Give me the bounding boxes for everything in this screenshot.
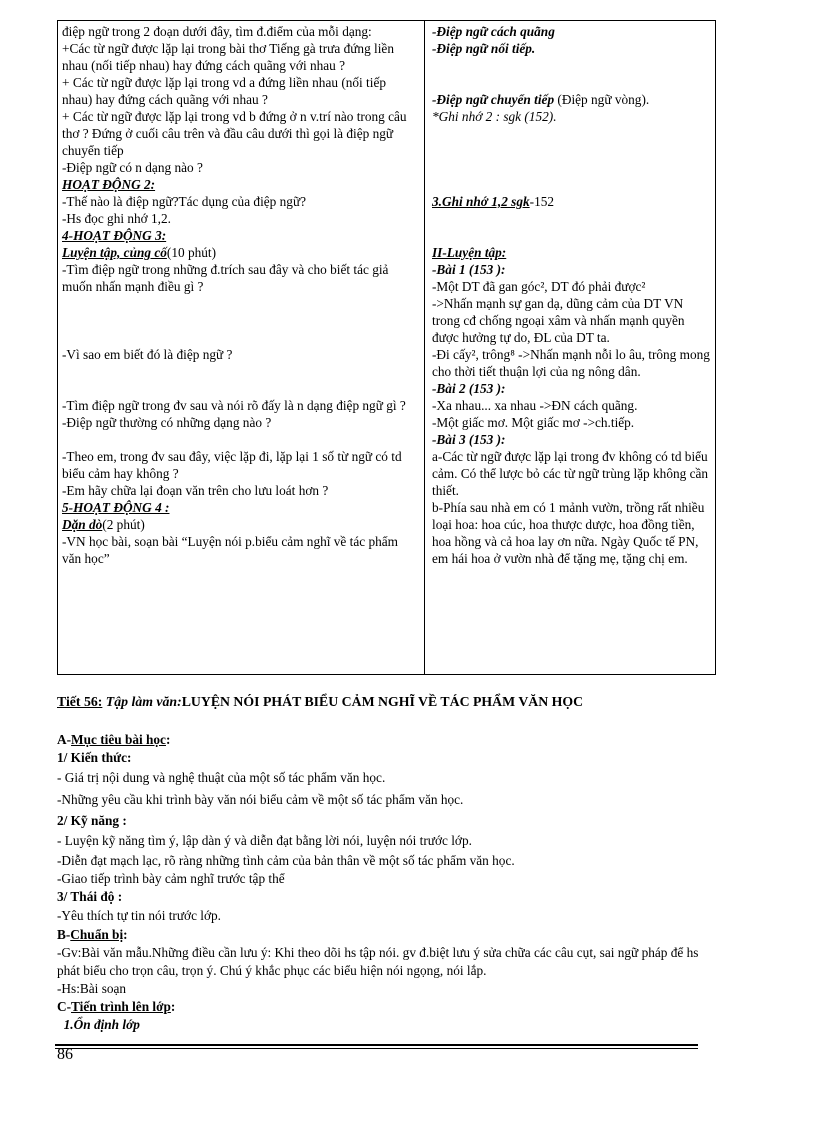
text-line: -Hs:Bài soạn [57,981,127,996]
text-line: -VN học bài, soạn bài “Luyện nói p.biểu cảm nghĩ về tác phẩm văn học” [62,534,399,566]
activity-heading: HOẠT ĐỘNG 2: [62,177,156,192]
exercise-heading: -Bài 2 (153 ): [432,381,506,396]
text-line: -Em hãy chữa lại đoạn văn trên cho lưu loát hơn ? [62,483,329,498]
text-line: ->Nhấn mạnh sự gan dạ, dũng cảm của DT VN trong cđ chống ngoại xâm và nhấn mạnh quyền được hưởng tự do, ĐL của DT ta. [432,296,685,345]
text-line: -Vì sao em biết đó là điệp ngữ ? [62,347,233,362]
footer-rule [55,1044,698,1046]
text-line: -Giao tiếp trình bày cảm nghĩ trước tập thể [57,871,285,886]
text-line [432,91,710,108]
text-line: *Ghi nhớ 2 : sgk (152). [432,109,557,124]
subheading: 3/ Thái độ : [57,889,123,904]
text-line: -Xa nhau... xa nhau ->ĐN cách quãng. [432,398,638,413]
text-line: -Thế nào là điệp ngữ?Tác dụng của điệp ngữ? [62,194,307,209]
text-line: -Điệp ngữ cách quãng [432,24,555,39]
right-column [432,23,710,567]
subheading: Luyện tập, củng cố [62,245,167,260]
heading-suffix: : [165,732,171,747]
text-line: -Điệp ngữ thường có những dạng nào ? [62,415,272,430]
text-line: -Gv:Bài văn mẫu.Những điều cần lưu ý: Khi theo dõi hs tập nói. gv đ.biệt lưu ý sửa chữa các câu cụt, sai ngữ pháp để hs phát biểu cho trọn câu, trọn ý. Chú ý khắc phục các biểu hiện nói ngọng, nói lắp. [57,945,699,978]
section-heading [57,926,707,944]
text-line: + Các từ ngữ được lặp lại trong vd a đứng liền nhau (nối tiếp nhau) hay đứng cách quãng với nhau ? [62,75,387,107]
lesson-label: Tiết 56: [57,694,103,709]
text-line: -Hs đọc ghi nhớ 1,2. [62,211,171,226]
text-line: điệp ngữ trong 2 đoạn dưới đây, tìm đ.điểm của mỗi dạng: [62,24,372,39]
heading-prefix: C- [57,999,72,1014]
subheading: 1/ Kiến thức: [57,750,132,765]
subheading: Dặn dò [62,517,103,532]
heading-prefix: B- [57,927,71,942]
text-line: -Những yêu cầu khi trình bày văn nói biểu cảm về một số tác phẩm văn học. [57,792,464,807]
term: -Điệp ngữ chuyển tiếp [432,92,555,107]
section-heading [57,998,707,1016]
text-line: -Theo em, trong đv sau đây, việc lặp đi, lặp lại 1 số từ ngữ có td biểu cảm hay không ? [62,449,402,481]
text-line [62,244,419,261]
duration: (10 phút) [166,245,217,260]
heading-suffix: : [123,927,128,942]
text-line: -Đi cấy², trông⁸ ->Nhấn mạnh nỗi lo âu, trông mong cho thời tiết thuận lợi của ng nông dân. [432,347,710,379]
lesson-title [57,694,583,710]
lesson-subject: Tập làm văn: [102,694,182,709]
text-line [62,516,419,533]
heading-suffix: : [170,999,176,1014]
text-line: - Giá trị nội dung và nghệ thuật của một số tác phẩm văn học. [57,770,386,785]
text-line: + Các từ ngữ được lặp lại trong vd b đứng ở n v.trí nào trong câu thơ ? Đứng ở cuối câu trên và đầu câu dưới thì gọi là điệp ngữ chuyển tiếp [62,109,407,158]
text-line: +Các từ ngữ được lặp lại trong bài thơ Tiếng gà trưa đứng liền nhau (nối tiếp nhau) hay đứng cách quãng với nhau ? [62,41,394,73]
text-line: - Luyện kỹ năng tìm ý, lập dàn ý và diễn đạt bằng lời nói, luyện nói trước lớp. [57,833,472,848]
activity-heading: 5-HOẠT ĐỘNG 4 : [62,500,170,515]
text-line: -Điệp ngữ nối tiếp. [432,41,536,56]
text-line: -Điệp ngữ có n dạng nào ? [62,160,203,175]
text-line: -Diễn đạt mạch lạc, rõ ràng những tình cảm của bản thân về một số tác phẩm văn học. [57,853,515,868]
heading-text: Chuẩn bị [70,927,124,942]
duration: (2 phút) [102,517,145,532]
text-line: a-Các từ ngữ được lặp lại trong đv không có td biểu cảm. Có thể lược bỏ các từ ngữ trùng lặp không cần thiết. [432,449,709,498]
exercise-heading: -Bài 3 (153 ): [432,432,506,447]
heading-text: Mục tiêu bài học [71,732,166,747]
footer-rule [55,1048,698,1049]
text-line [432,193,710,210]
section-heading [57,731,707,749]
lesson-name: LUYỆN NÓI PHÁT BIỂU CẢM NGHĨ VỀ TÁC PHẨM VĂN HỌC [181,694,584,709]
text-line: b-Phía sau nhà em có 1 mảnh vườn, trồng rất nhiều loại hoa: hoa cúc, hoa thược dược, hoa đồng tiền, hoa hồng và cả hoa lay ơn nữa. Ngày Quốc tế PN, em hái hoa ở vườn nhà để tặng mẹ, tặng chị em. [432,500,705,566]
text-line: -Một giấc mơ. Một giấc mơ ->ch.tiếp. [432,415,635,430]
left-column [62,23,419,567]
lesson-body [57,731,707,1034]
column-divider [424,21,425,674]
subheading: 3.Ghi nhớ 1,2 sgk [432,194,530,209]
exercise-heading: -Bài 1 (153 ): [432,262,506,277]
lesson-table [57,20,716,675]
subheading: 2/ Kỹ năng : [57,813,127,828]
subheading: 1.Ổn định lớp [57,1017,140,1032]
heading-text: Tiến trình lên lớp [71,999,171,1014]
term-note: (Điệp ngữ vòng). [554,92,650,107]
text-line: -Một DT đã gan góc², DT đó phải được² [432,279,646,294]
activity-heading: 4-HOẠT ĐỘNG 3: [62,228,167,243]
heading-prefix: A- [57,732,72,747]
page-ref: -152 [529,194,555,209]
text-line: -Tìm điệp ngữ trong những đ.trích sau đây và cho biết tác giả muốn nhấn mạnh điều gì ? [62,262,389,294]
page-number: 86 [57,1046,73,1063]
text-line: -Yêu thích tự tin nói trước lớp. [57,908,222,923]
text-line: -Tìm điệp ngữ trong đv sau và nói rõ đấy là n dạng điệp ngữ gì ? [62,398,406,413]
section-heading: II-Luyện tập: [432,245,507,260]
